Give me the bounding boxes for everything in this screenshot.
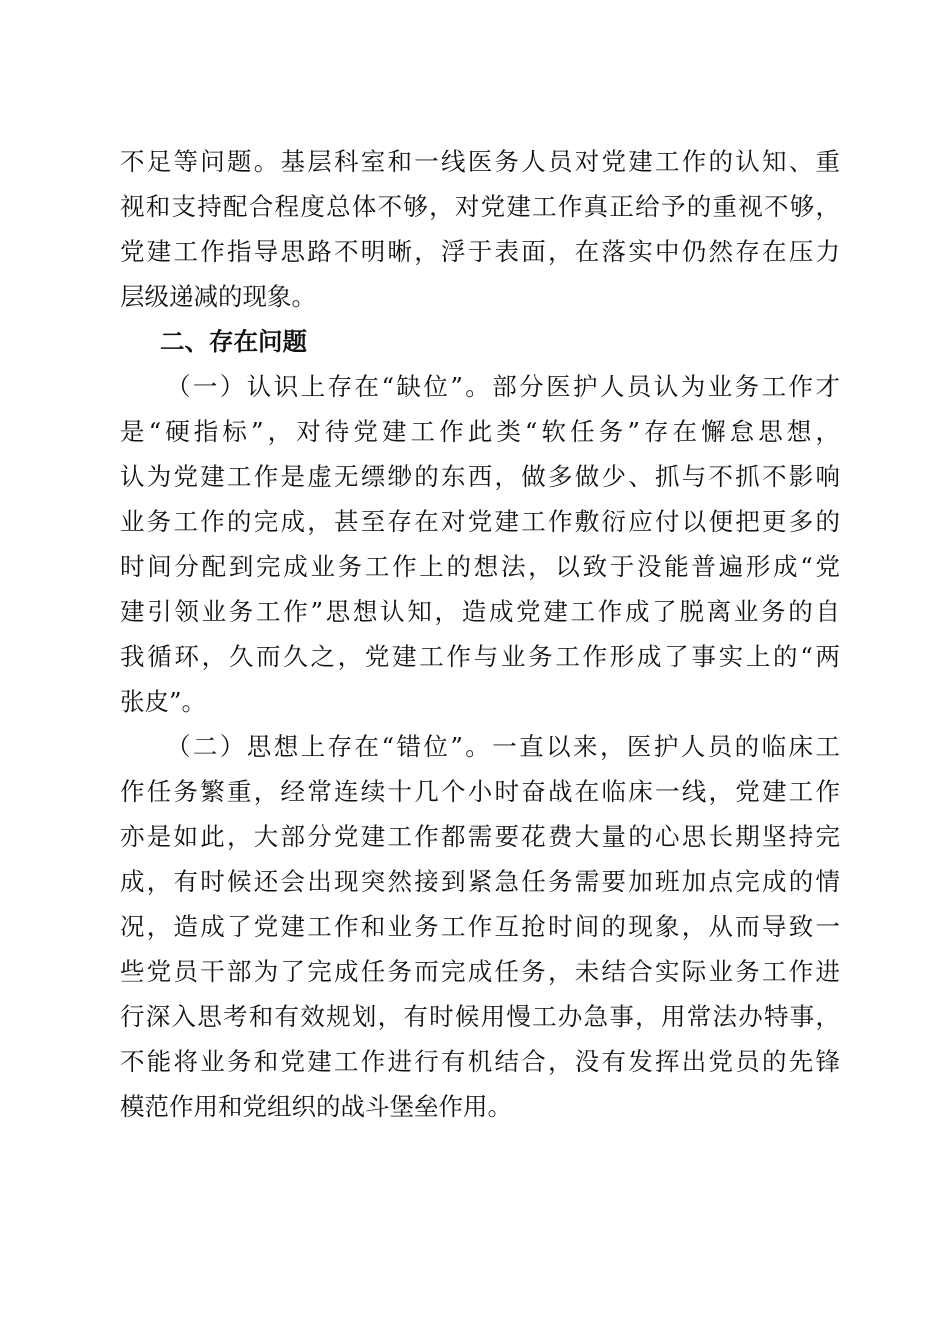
text-line: 模范作用和党组织的战斗堡垒作用。: [120, 1092, 512, 1121]
text-line: 些党员干部为了完成任务而完成任务，未结合实际业务工作进: [120, 957, 840, 986]
text-line: 亦是如此，大部分党建工作都需要花费大量的心思长期坚持完: [120, 822, 840, 851]
text-line: 行深入思考和有效规划，有时候用慢工办急事，用常法办特事，: [120, 1002, 840, 1031]
text-line: 不足等问题。基层科室和一线医务人员对党建工作的认知、重: [120, 147, 840, 176]
text-line: 认为党建工作是虚无缥缈的东西，做多做少、抓与不抓不影响: [120, 462, 840, 491]
text-line: 党建工作指导思路不明晰，浮于表面，在落实中仍然存在压力: [120, 237, 840, 266]
text-line: 作任务繁重，经常连续十几个小时奋战在临床一线，党建工作: [120, 777, 840, 806]
text-line: 张皮”。: [120, 687, 207, 716]
text-line: 我循环，久而久之，党建工作与业务工作形成了事实上的“两: [120, 642, 840, 671]
text-line: 层级递减的现象。: [120, 282, 316, 311]
text-line: （一）认识上存在“缺位”。部分医护人员认为业务工作才: [166, 372, 840, 401]
text-line: 是“硬指标”，对待党建工作此类“软任务”存在懈怠思想，: [120, 417, 840, 446]
text-line: 业务工作的完成，甚至存在对党建工作敷衍应付以便把更多的: [120, 507, 840, 536]
text-line: 建引领业务工作”思想认知，造成党建工作成了脱离业务的自: [120, 597, 840, 626]
text-line: 不能将业务和党建工作进行有机结合，没有发挥出党员的先锋: [120, 1047, 840, 1076]
text-line: 况，造成了党建工作和业务工作互抢时间的现象，从而导致一: [120, 912, 840, 941]
text-line: （二）思想上存在“错位”。一直以来，医护人员的临床工: [166, 732, 840, 761]
text-line: 成，有时候还会出现突然接到紧急任务需要加班加点完成的情: [120, 867, 840, 896]
text-line: 时间分配到完成业务工作上的想法，以致于没能普遍形成“党: [120, 552, 840, 581]
section-heading: 二、存在问题: [160, 327, 307, 356]
text-line: 视和支持配合程度总体不够，对党建工作真正给予的重视不够，: [120, 192, 840, 221]
